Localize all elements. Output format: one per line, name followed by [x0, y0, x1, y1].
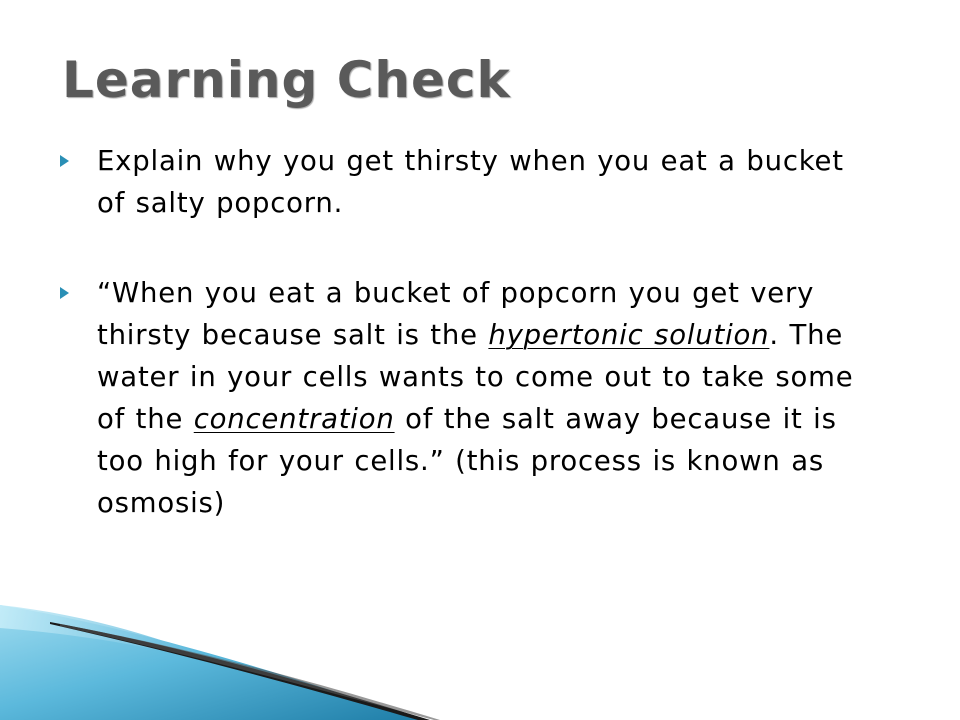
answer-text-part3: of the salt away because it is too high for your cells.” (this process is known as osmosis) [97, 403, 837, 519]
triangle-right-arrow-icon [60, 287, 69, 299]
bullet-answer [60, 272, 880, 524]
slide-title: Learning Check [62, 51, 511, 109]
answer-text-part2: . The water in your cells wants to come out to take some of the [97, 319, 854, 435]
term-hypertonic-solution: hypertonic solution [488, 319, 770, 351]
question-text: Explain why you get thirsty when you eat a bucket of salty popcorn. [97, 145, 844, 219]
bullet-list [60, 140, 880, 524]
term-concentration: concentration [193, 403, 395, 435]
bullet-question [60, 140, 880, 224]
answer-text-part1: “When you eat a bucket of popcorn you get very thirsty because salt is the [97, 277, 815, 351]
triangle-right-arrow-icon [60, 155, 69, 167]
